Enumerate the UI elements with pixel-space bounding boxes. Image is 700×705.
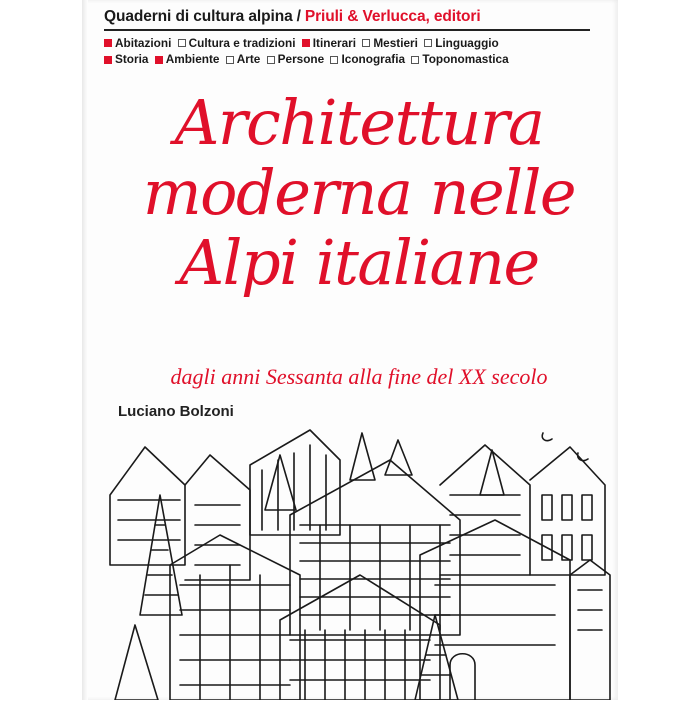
cover-edge-shade <box>82 0 88 700</box>
header-rule <box>104 29 590 31</box>
category-item: Cultura e tradizioni <box>178 35 296 52</box>
series-separator: / <box>296 8 301 25</box>
title-line-2: moderna nelle <box>142 156 576 229</box>
category-checkbox-icon <box>178 39 186 47</box>
author-name: Luciano Bolzoni <box>118 403 234 420</box>
village-sketch-illustration <box>100 425 618 700</box>
category-item: Mestieri <box>362 35 418 52</box>
book-title <box>104 88 614 298</box>
category-checkbox-icon <box>411 56 419 64</box>
category-item: Abitazioni <box>104 35 171 52</box>
category-row-2 <box>104 51 604 68</box>
publisher-name: Priuli & Verlucca, editori <box>304 8 481 25</box>
category-checkbox-icon <box>104 56 112 64</box>
category-item: Ambiente <box>155 51 220 68</box>
category-row-1 <box>104 35 604 52</box>
category-checkbox-icon <box>302 39 310 47</box>
category-checkbox-icon <box>330 56 338 64</box>
category-item: Storia <box>104 51 148 68</box>
title-line-3: Alpi italiane <box>179 226 539 299</box>
category-item: Arte <box>226 51 261 68</box>
category-checkbox-icon <box>362 39 370 47</box>
title-line-1: Architettura <box>174 86 544 159</box>
category-checkbox-icon <box>424 39 432 47</box>
category-checkbox-icon <box>267 56 275 64</box>
series-header <box>104 8 604 68</box>
category-checkbox-icon <box>104 39 112 47</box>
category-item: Iconografia <box>330 51 405 68</box>
category-item: Persone <box>267 51 325 68</box>
book-subtitle: dagli anni Sessanta alla fine del XX secolo <box>170 364 548 389</box>
series-name: Quaderni di cultura alpina <box>104 8 293 25</box>
category-list <box>104 35 604 69</box>
category-item: Toponomastica <box>411 51 508 68</box>
series-line <box>104 8 604 26</box>
category-checkbox-icon <box>226 56 234 64</box>
category-item: Itinerari <box>302 35 356 52</box>
category-checkbox-icon <box>155 56 163 64</box>
category-item: Linguaggio <box>424 35 499 52</box>
